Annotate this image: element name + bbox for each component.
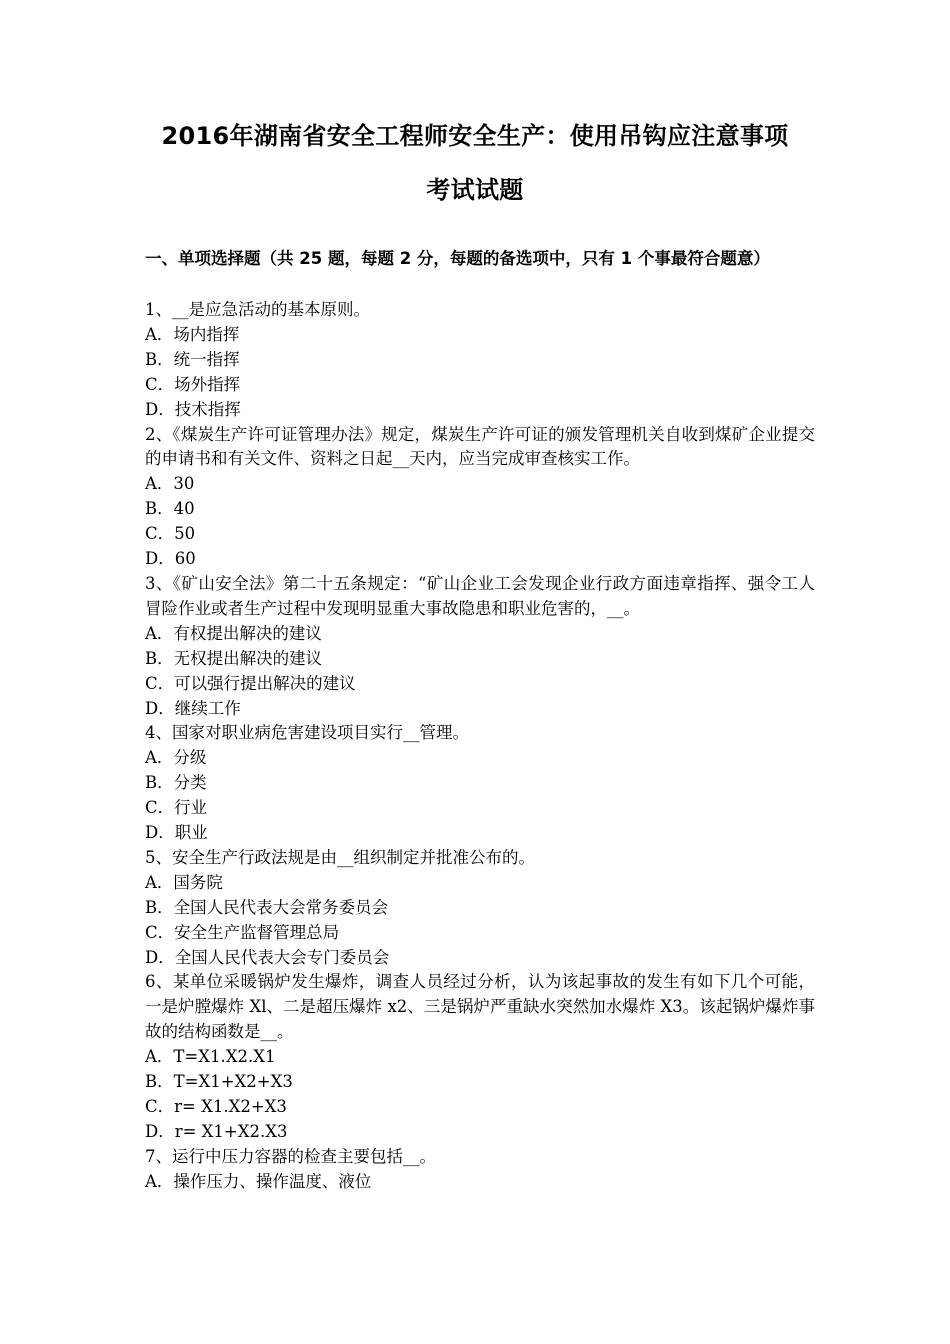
question-stem: 5、安全生产行政法规是由__组织制定并批准公布的。 <box>145 847 535 867</box>
answer-option: D．r= X1+X2.X3 <box>145 1121 288 1141</box>
answer-option: C．行业 <box>145 798 208 818</box>
answer-option: A．有权提出解决的建议 <box>145 623 322 643</box>
question-stem: 7、运行中压力容器的检查主要包括__。 <box>145 1146 436 1166</box>
answer-option: A．30 <box>145 474 195 494</box>
answer-option: B．40 <box>145 499 195 519</box>
answer-option: C．50 <box>145 524 196 544</box>
answer-option: A．国务院 <box>145 872 223 892</box>
answer-option: C．场外指挥 <box>145 374 241 394</box>
question-stem: 1、__是应急活动的基本原则。 <box>145 300 370 319</box>
answer-option: A．场内指挥 <box>145 324 240 344</box>
answer-option: D．技术指挥 <box>145 399 241 419</box>
document-title: 2016年湖南省安全工程师安全生产：使用吊钩应注意事项 <box>161 122 789 150</box>
answer-option: C．安全生产监督管理总局 <box>145 922 340 942</box>
answer-option: C．可以强行提出解决的建议 <box>145 673 356 693</box>
question-list <box>145 298 815 1195</box>
answer-option: D．继续工作 <box>145 698 241 718</box>
answer-option: B．无权提出解决的建议 <box>145 648 323 668</box>
question-stem: 2、《煤炭生产许可证管理办法》规定，煤炭生产许可证的颁发管理机关自收到煤矿企业提交的申请书和有关文件、资料之日起__天内，应当完成审查核实工作。 <box>145 424 815 469</box>
answer-option: B．统一指挥 <box>145 349 240 369</box>
section-heading: 一、单项选择题（共 25 题，每题 2 分，每题的备选项中，只有 1 个事最符合题意） <box>145 249 770 268</box>
answer-option: A．T=X1.X2.X1 <box>145 1047 276 1067</box>
answer-option: D．职业 <box>145 823 208 843</box>
answer-option: B．分类 <box>145 773 207 793</box>
answer-option: B．T=X1+X2+X3 <box>145 1072 293 1092</box>
question-stem: 6、某单位采暖锅炉发生爆炸，调查人员经过分析，认为该起事故的发生有如下几个可能，一是炉膛爆炸 Xl、二是超压爆炸 x2、三是锅炉严重缺水突然加水爆炸 X3。该起锅炉爆炸事故的结构函数是__。 <box>145 972 815 1042</box>
document-title-line2: 考试试题 <box>426 176 524 204</box>
answer-option: B．全国人民代表大会常务委员会 <box>145 897 389 917</box>
answer-option: C．r= X1.X2+X3 <box>145 1097 287 1116</box>
answer-option: A．操作压力、操作温度、液位 <box>145 1171 372 1191</box>
question-stem: 3、《矿山安全法》第二十五条规定：“矿山企业工会发现企业行政方面违章指挥、强令工人冒险作业或者生产过程中发现明显重大事故隐患和职业危害的，__。 <box>145 573 815 618</box>
question-stem: 4、国家对职业病危害建设项目实行__管理。 <box>145 723 469 743</box>
answer-option: A．分级 <box>145 748 207 768</box>
answer-option: D．全国人民代表大会专门委员会 <box>145 947 390 967</box>
answer-option: D．60 <box>145 549 196 569</box>
